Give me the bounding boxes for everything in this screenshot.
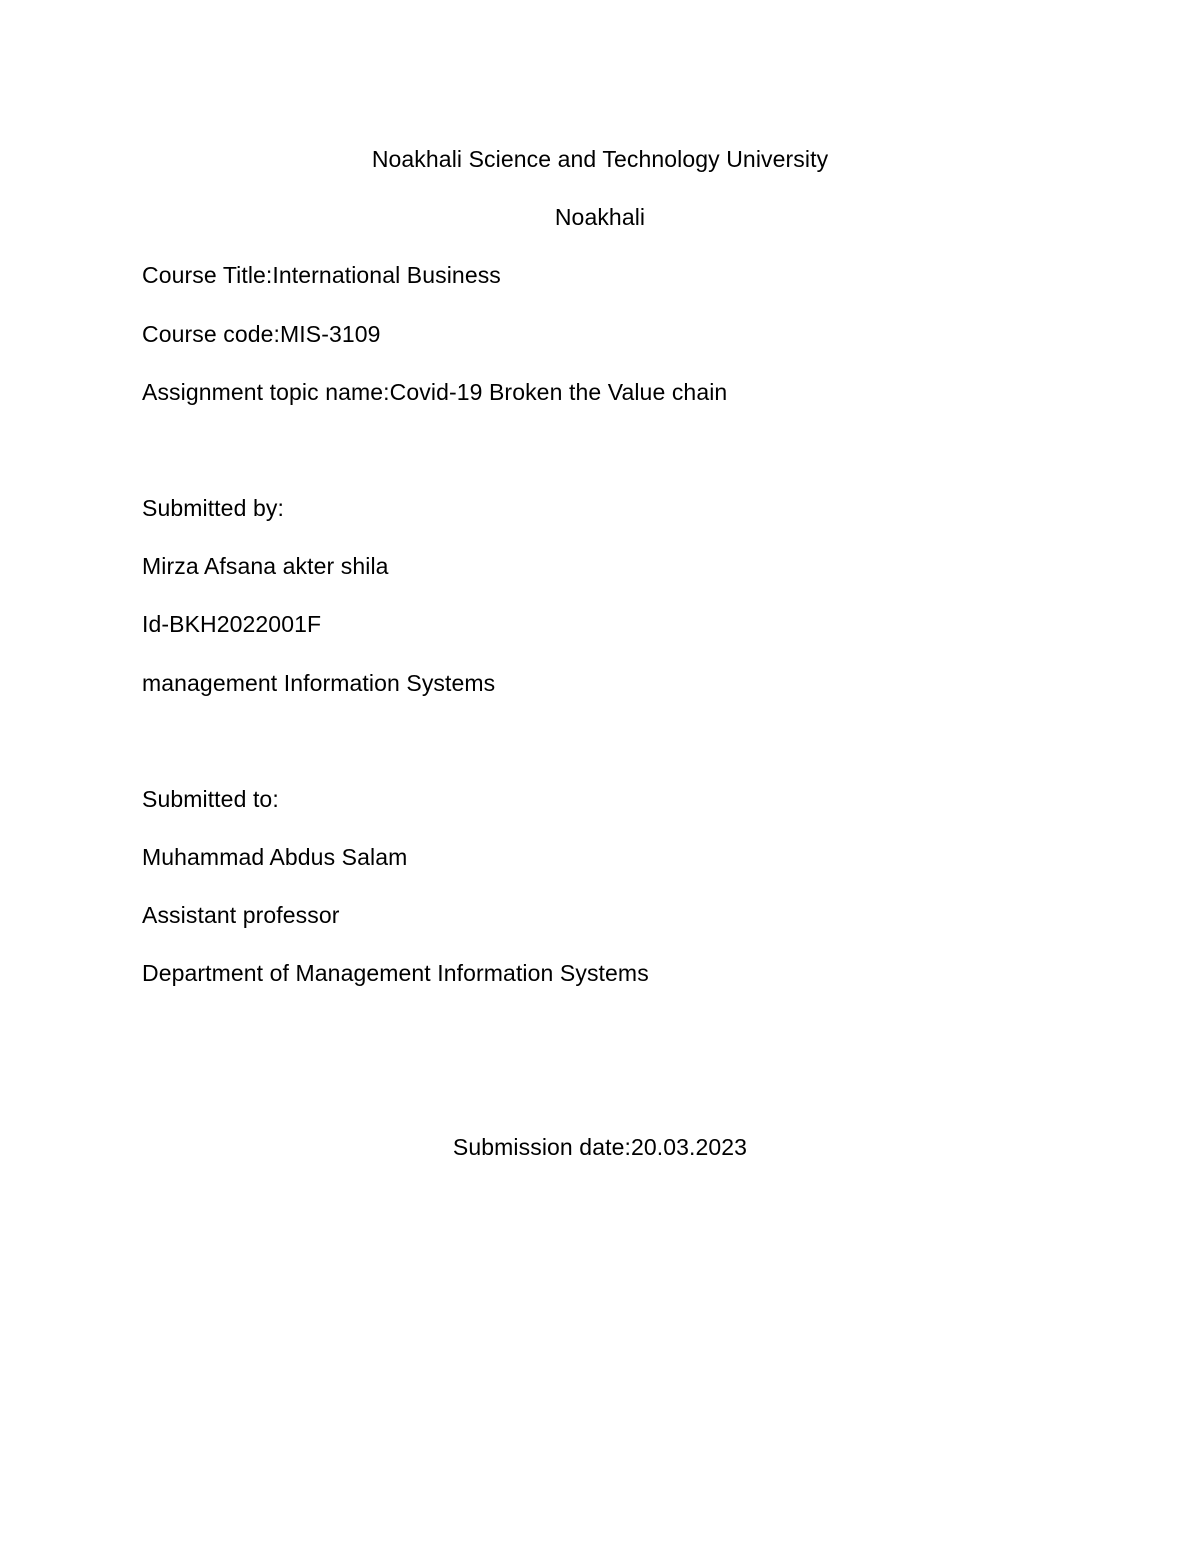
course-code: Course code:MIS-3109 xyxy=(142,321,381,347)
university-name: Noakhali Science and Technology University xyxy=(371,146,829,172)
submitted-by-heading: Submitted by: xyxy=(142,495,284,521)
student-id: Id-BKH2022001F xyxy=(142,611,322,637)
submitted-to-heading: Submitted to: xyxy=(142,786,279,812)
course-title: Course Title:International Business xyxy=(142,262,501,288)
supervisor-designation: Assistant professor xyxy=(142,902,340,928)
supervisor-department: Department of Management Information Systems xyxy=(142,960,649,986)
university-location: Noakhali xyxy=(554,204,646,230)
supervisor-name: Muhammad Abdus Salam xyxy=(142,844,408,870)
student-department: management Information Systems xyxy=(142,670,496,696)
student-name: Mirza Afsana akter shila xyxy=(142,553,389,579)
submission-date: Submission date:20.03.2023 xyxy=(452,1134,748,1160)
assignment-topic: Assignment topic name:Covid-19 Broken the Value chain xyxy=(142,379,728,405)
